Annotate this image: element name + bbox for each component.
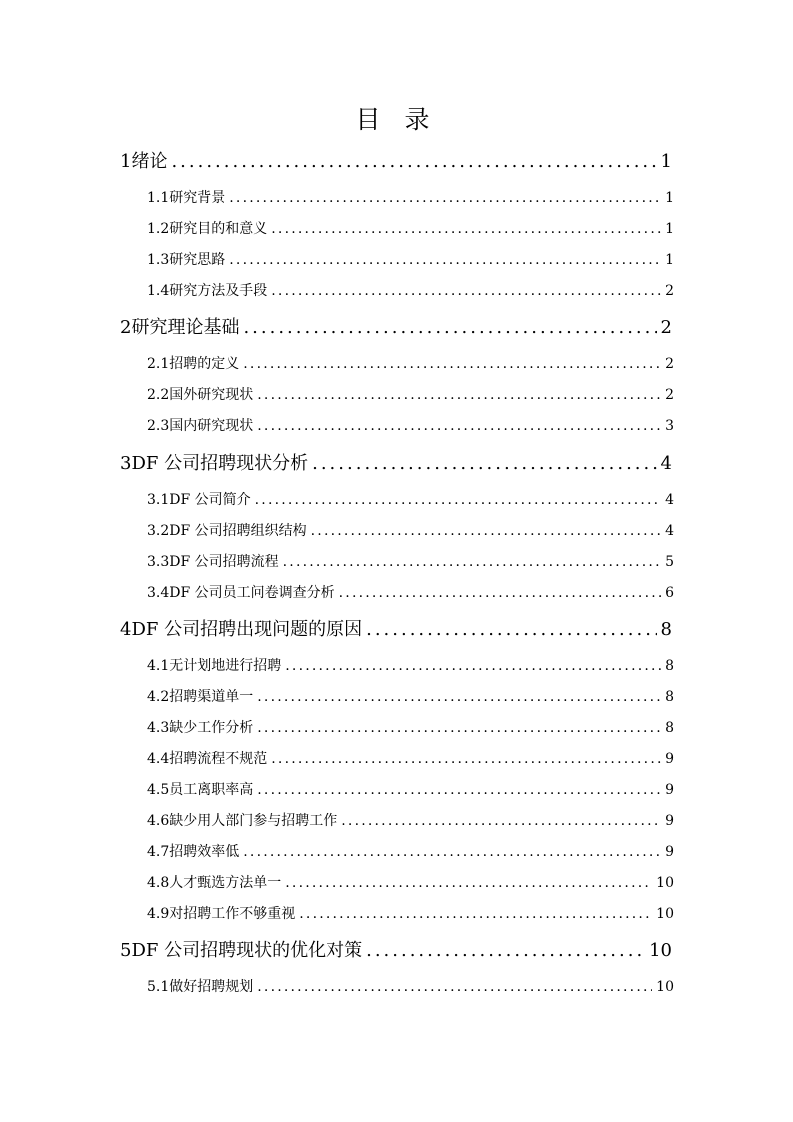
toc-entry-page: 6 xyxy=(665,585,674,601)
toc-entry-label: 2.2国外研究现状 xyxy=(147,387,254,403)
toc-entry-page: 4 xyxy=(665,523,674,539)
toc-entry-page: 3 xyxy=(665,418,674,434)
toc-entry-page: 1 xyxy=(665,221,674,237)
toc-entry[interactable] xyxy=(147,748,674,768)
toc-entry[interactable] xyxy=(147,353,674,373)
toc-entry-label: 1.1研究背景 xyxy=(147,190,226,206)
page-title: 目 录 xyxy=(355,105,438,134)
toc-entry-label: 4.5员工离职率高 xyxy=(147,782,254,798)
dot-leader xyxy=(257,720,661,736)
toc-entry-label: 4.3缺少工作分析 xyxy=(147,720,254,736)
toc-entry-label: 1.2研究目的和意义 xyxy=(147,221,268,237)
toc-entry[interactable] xyxy=(147,187,674,207)
dot-leader xyxy=(299,906,652,922)
toc-entry[interactable] xyxy=(120,313,672,339)
toc-entry-page: 9 xyxy=(665,813,674,829)
dot-leader xyxy=(271,751,661,767)
toc-entry[interactable] xyxy=(147,717,674,737)
toc-entry[interactable] xyxy=(147,655,674,675)
toc-entry[interactable] xyxy=(147,249,674,269)
dot-leader xyxy=(257,418,661,434)
dot-leader xyxy=(257,979,652,995)
toc-entry-page: 1 xyxy=(665,190,674,206)
dot-leader xyxy=(255,492,661,508)
toc-entry[interactable] xyxy=(120,615,672,641)
dot-leader xyxy=(311,523,661,539)
toc-entry-page: 10 xyxy=(649,940,672,961)
dot-leader xyxy=(229,252,661,268)
toc-entry-label: 4.9对招聘工作不够重视 xyxy=(147,906,296,922)
toc-entry-label: 5DF 公司招聘现状的优化对策 xyxy=(120,940,363,961)
dot-leader xyxy=(229,190,661,206)
toc-entry-label: 3.3DF 公司招聘流程 xyxy=(147,554,279,570)
toc-entry-page: 10 xyxy=(656,906,674,922)
toc-entry[interactable] xyxy=(147,779,674,799)
toc-entry-page: 4 xyxy=(665,492,674,508)
toc-entry-label: 4DF 公司招聘出现问题的原因 xyxy=(120,619,363,640)
toc-entry-label: 3.4DF 公司员工问卷调查分析 xyxy=(147,585,335,601)
dot-leader xyxy=(283,554,661,570)
toc-entry[interactable] xyxy=(147,280,674,300)
toc-entry-label: 2研究理论基础 xyxy=(120,317,240,338)
toc-entry-label: 3.1DF 公司简介 xyxy=(147,492,251,508)
dot-leader xyxy=(257,689,661,705)
dot-leader xyxy=(285,875,652,891)
toc-entry[interactable] xyxy=(147,872,674,892)
dot-leader xyxy=(271,283,661,299)
dot-leader xyxy=(243,356,661,372)
toc-entry-label: 4.1无计划地进行招聘 xyxy=(147,658,282,674)
toc-entry-page: 8 xyxy=(660,619,672,640)
toc-entry-label: 1.4研究方法及手段 xyxy=(147,283,268,299)
toc-entry-page: 9 xyxy=(665,751,674,767)
toc-entry-page: 1 xyxy=(660,151,672,172)
toc-entry[interactable] xyxy=(147,551,674,571)
toc-entry-label: 1绪论 xyxy=(120,151,168,172)
toc-entry[interactable] xyxy=(147,903,674,923)
toc-entry[interactable] xyxy=(147,582,674,602)
toc-entry[interactable] xyxy=(147,976,674,996)
toc-entry[interactable] xyxy=(147,520,674,540)
toc-entry-label: 1.3研究思路 xyxy=(147,252,226,268)
toc-entry-label: 2.3国内研究现状 xyxy=(147,418,254,434)
toc-entry[interactable] xyxy=(147,841,674,861)
dot-leader xyxy=(312,453,656,474)
toc-entry-label: 5.1做好招聘规划 xyxy=(147,979,254,995)
toc-entry[interactable] xyxy=(147,384,674,404)
toc-entry-page: 1 xyxy=(665,252,674,268)
dot-leader xyxy=(243,317,656,338)
toc-entry-page: 2 xyxy=(665,387,674,403)
toc-entry[interactable] xyxy=(147,218,674,238)
toc-entry[interactable] xyxy=(120,449,672,475)
toc-entry-label: 4.6缺少用人部门参与招聘工作 xyxy=(147,813,338,829)
dot-leader xyxy=(341,813,661,829)
toc-entry[interactable] xyxy=(147,686,674,706)
toc-entry-label: 4.7招聘效率低 xyxy=(147,844,240,860)
toc-entry-label: 4.8人才甄选方法单一 xyxy=(147,875,282,891)
dot-leader xyxy=(171,151,656,172)
toc-entry-page: 10 xyxy=(656,979,674,995)
toc-entry-page: 8 xyxy=(665,658,674,674)
toc-entry-page: 4 xyxy=(660,453,672,474)
toc-entry-label: 4.2招聘渠道单一 xyxy=(147,689,254,705)
toc-entry-page: 8 xyxy=(665,689,674,705)
toc-entry[interactable] xyxy=(147,810,674,830)
toc-entry-page: 8 xyxy=(665,720,674,736)
toc-entry-label: 3DF 公司招聘现状分析 xyxy=(120,453,309,474)
dot-leader xyxy=(257,387,661,403)
dot-leader xyxy=(366,940,645,961)
dot-leader xyxy=(339,585,661,601)
dot-leader xyxy=(271,221,661,237)
toc-entry-page: 9 xyxy=(665,782,674,798)
toc-entry[interactable] xyxy=(147,489,674,509)
toc-entry-label: 2.1招聘的定义 xyxy=(147,356,240,372)
toc-entry-label: 3.2DF 公司招聘组织结构 xyxy=(147,523,307,539)
toc-entry-page: 2 xyxy=(665,283,674,299)
toc-entry-page: 2 xyxy=(665,356,674,372)
dot-leader xyxy=(257,782,661,798)
toc-entry-label: 4.4招聘流程不规范 xyxy=(147,751,268,767)
toc-entry[interactable] xyxy=(147,415,674,435)
toc-entry-page: 9 xyxy=(665,844,674,860)
dot-leader xyxy=(366,619,656,640)
toc-entry[interactable] xyxy=(120,936,672,962)
dot-leader xyxy=(285,658,661,674)
dot-leader xyxy=(243,844,661,860)
toc-entry-page: 10 xyxy=(656,875,674,891)
toc-entry[interactable] xyxy=(120,147,672,173)
toc-entry-page: 2 xyxy=(660,317,672,338)
toc-entry-page: 5 xyxy=(665,554,674,570)
